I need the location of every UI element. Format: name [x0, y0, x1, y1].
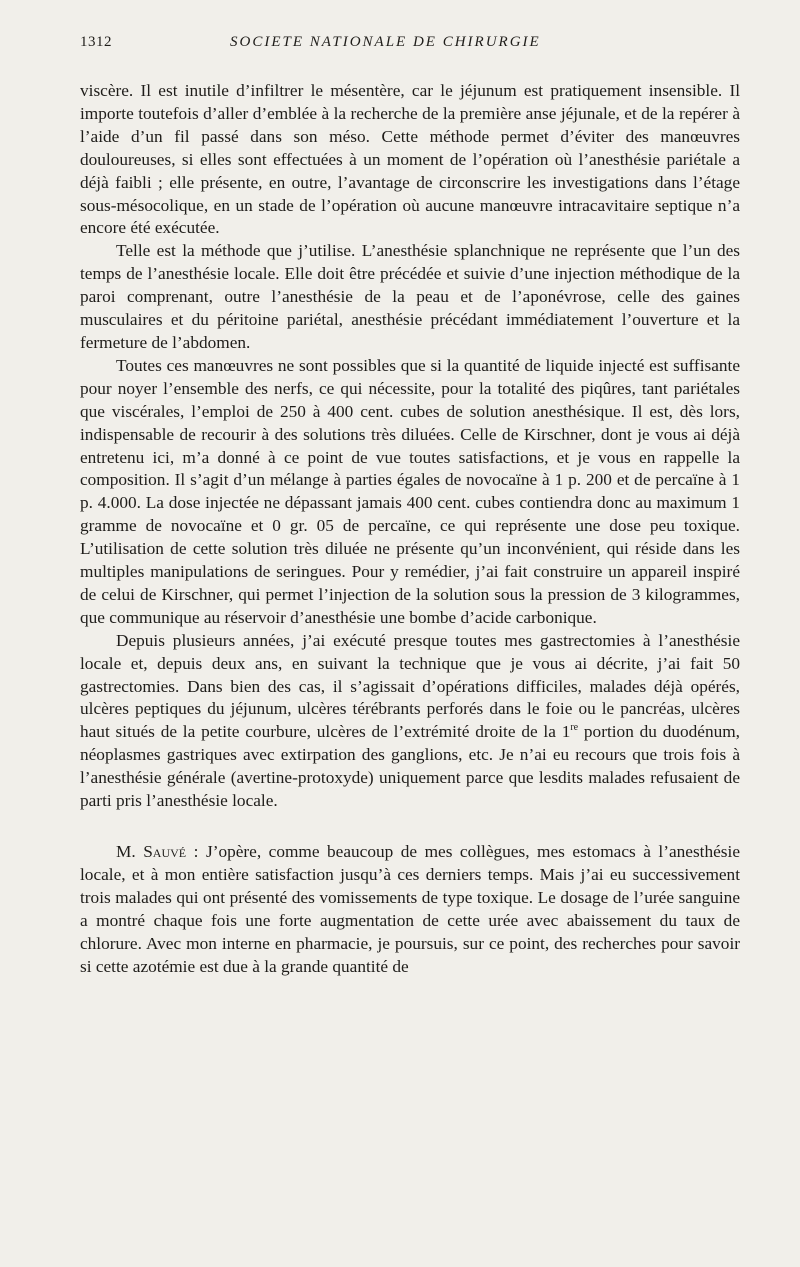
- paragraph-1: viscère. Il est inutile d’infiltrer le mésentère, car le jéjunum est pratiquement insensible. Il importe toutefois d’aller d’emblée à la recherche de la première anse jéjunale, et de la repérer à l’aide d’un fil passé dans son méso. Cette méthode permet d’éviter des manœuvres douloureuses, si elles sont effectuées à un moment de l’opération où l’anesthésie pariétale a déjà faibli ; elle présente, en outre, l’avantage de circonscrire les investigations dans l’étage sous-mésocolique, en un stade de l’opération où aucune manœuvre intracavitaire septique n’a encore été exécutée.: [80, 81, 740, 238]
- page-header: [80, 34, 740, 62]
- speaker-text: : J’opère, comme beaucoup de mes collègues, mes estomacs à l’anesthésie locale, et à mon entière satisfaction jusqu’à ces derniers temps. Mais j’ai eu successivement trois malades qui ont présenté des vomissements de type toxique. Le dosage de l’urée sanguine a montré chaque fois une forte augmentation de cette urée avec abaissement du taux de chlorure. Avec mon interne en pharmacie, je poursuis, sur ce point, des recherches pour savoir si cette azotémie est due à la grande quantité de: [80, 842, 740, 976]
- ordinal-superscript: re: [570, 722, 579, 734]
- paragraph-4: [80, 630, 740, 813]
- page-number: 1312: [80, 34, 112, 50]
- paragraph-4-text-b: portion du duodénum, néoplasmes gastriques avec extirpation des ganglions, etc. Je n’ai eu recours que trois fois à l’anesthésie générale (avertine-protoxyde) uniquement parce que lesdits malades refusaient de parti pris l’anesthésie locale.: [80, 722, 740, 811]
- page: [80, 34, 740, 976]
- paragraph-3: Toutes ces manœuvres ne sont possibles que si la quantité de liquide injecté est suffisante pour noyer l’ensemble des nerfs, ce qui nécessite, pour la totalité des piqûres, tant pariétales que viscérales, l’emploi de 250 à 400 cent. cubes de solution anesthésique. Il est, dès lors, indispensable de recourir à des solutions très diluées. Celle de Kirschner, dont je vous ai déjà entretenu ici, m’a donné à ce point de vue toutes satisfactions, et je vous en rappelle la composition. Il s’agit d’un mélange à parties égales de novocaïne à 1 p. 200 et de percaïne à 1 p. 4.000. La dose injectée ne dépassant jamais 400 cent. cubes contiendra donc au maximum 1 gramme de novocaïne et 0 gr. 05 de percaïne, ce qui représente une dose peu toxique. L’utilisation de cette solution très diluée ne présente qu’un inconvénient, qui réside dans les multiples manipulations de seringues. Pour y remédier, j’ai fait construire un appareil inspiré de celui de Kirschner, qui permet l’injection de la solution sous la pression de 3 kilogrammes, que communique au réservoir d’anesthésie une bombe d’acide carbonique.: [80, 355, 740, 627]
- paragraph-2: Telle est la méthode que j’utilise. L’anesthésie splanchnique ne représente que l’un des temps de l’anesthésie locale. Elle doit être précédée et suivie d’une injection méthodique de la paroi comprenant, outre l’anesthésie de la peau et de l’aponévrose, celle des gaines musculaires et du péritoine pariétal, anesthésie précédant immédiatement l’ouverture et la fermeture de l’abdomen.: [80, 241, 740, 352]
- body-text: [80, 80, 740, 978]
- running-title: SOCIETE NATIONALE DE CHIRURGIE: [230, 34, 541, 50]
- speaker-paragraph: [80, 841, 740, 978]
- paragraph-4-text-a: Depuis plusieurs années, j’ai exécuté presque toutes mes gastrectomies à l’anesthésie locale et, depuis deux ans, en suivant la technique que je vous ai décrite, j’ai fait 50 gastrectomies. Dans bien des cas, il s’agissait d’opérations difficiles, malades déjà opérés, ulcères peptiques du jéjunum, ulcères térébrants perforés dans le foie ou le pancréas, ulcères haut situés de la petite courbure, ulcères de l’extrémité droite de la 1: [80, 630, 740, 742]
- speaker-name: M. Sauvé: [116, 842, 187, 861]
